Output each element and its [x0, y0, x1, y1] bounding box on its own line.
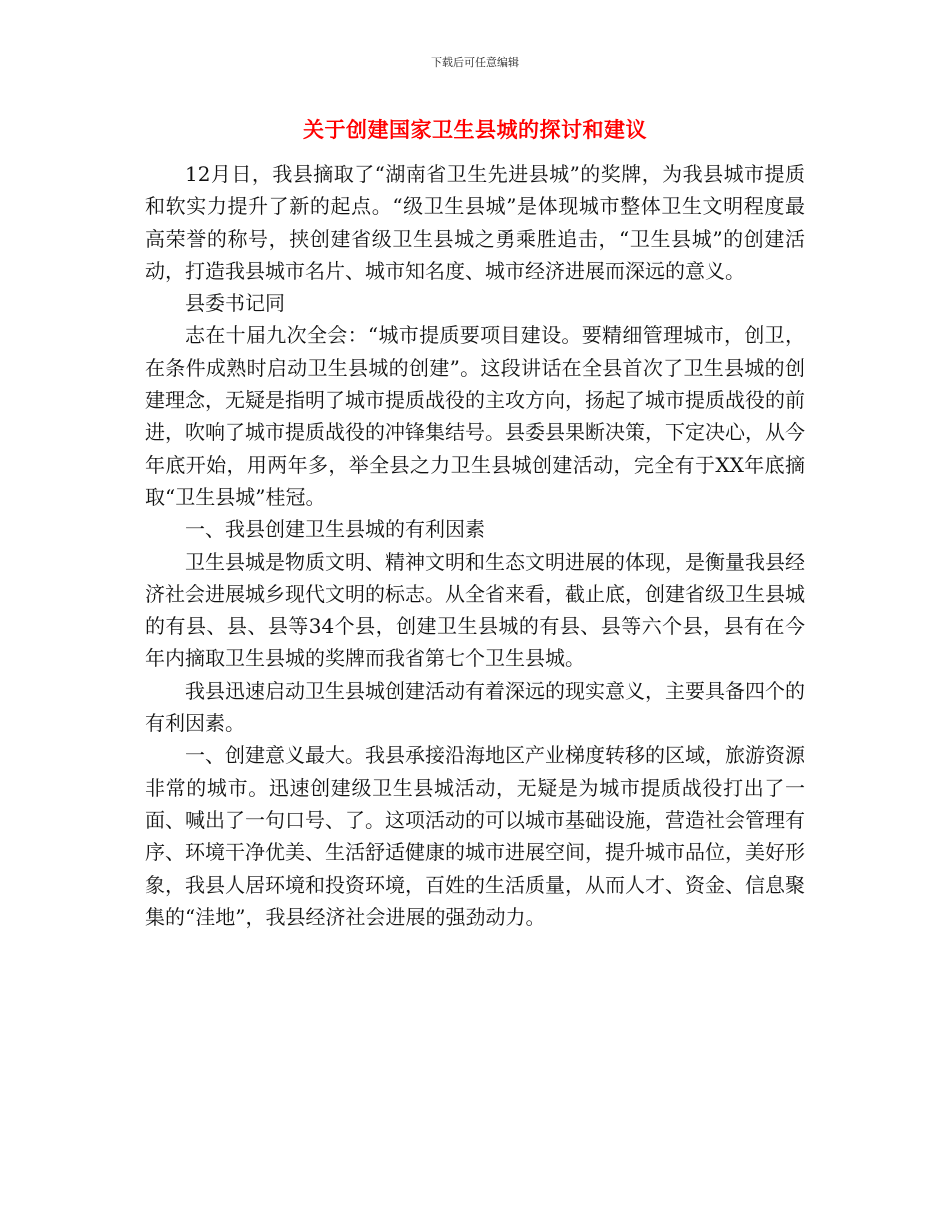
paragraph: 县委书记同 — [185, 291, 285, 316]
paragraph: 一、创建意义最大。我县承接沿海地区产业梯度转移的区域，旅游资源非常的城市。迅速创建级卫生县城活动，无疑是为城市提质战役打出了一面、喊出了一句口号、了。这项活动的可以城市基础设施，营造社会管理有序、环境干净优美、生活舒适健康的城市进展空间，提升城市品位，美好形象，我县人居环境和投资环境，百姓的生活质量，从而人才、资金、信息聚集的“洼地”，我县经济社会进展的强劲动力。 — [145, 743, 805, 929]
paragraph: 卫生县城是物质文明、精神文明和生态文明进展的体现，是衡量我县经济社会进展城乡现代文明的标志。从全省来看，截止底，创建省级卫生县城的有县、县、县等34个县，创建卫生县城的有县、县等六个县，县有在今年内摘取卫生县城的奖牌而我省第七个卫生县城。 — [145, 549, 805, 671]
paragraph: 我县迅速启动卫生县城创建活动有着深远的现实意义，主要具备四个的有利因素。 — [145, 678, 805, 736]
header-note: 下载后可任意编辑 — [431, 56, 519, 69]
paragraph: 12月日，我县摘取了“湖南省卫生先进县城”的奖牌，为我县城市提质和软实力提升了新的起点。“级卫生县城”是体现城市整体卫生文明程度最高荣誉的称号，挟创建省级卫生县城之勇乘胜追击，“卫生县城”的创建活动，打造我县城市名片、城市知名度、城市经济进展而深远的意义。 — [145, 162, 805, 283]
section-heading: 一、我县创建卫生县城的有利因素 — [185, 517, 485, 542]
document-body — [145, 158, 805, 933]
document-title: 关于创建国家卫生县城的探讨和建议 — [303, 118, 647, 142]
paragraph: 志在十届九次全会：“城市提质要项目建设。要精细管理城市，创卫，在条件成熟时启动卫生县城的创建”。这段讲话在全县首次了卫生县城的创建理念，无疑是指明了城市提质战役的主攻方向，扬起了城市提质战役的前进，吹响了城市提质战役的冲锋集结号。县委县果断决策，下定决心，从今年底开始，用两年多，举全县之力卫生县城创建活动，完全有于XX年底摘取“卫生县城”桂冠。 — [145, 323, 805, 509]
